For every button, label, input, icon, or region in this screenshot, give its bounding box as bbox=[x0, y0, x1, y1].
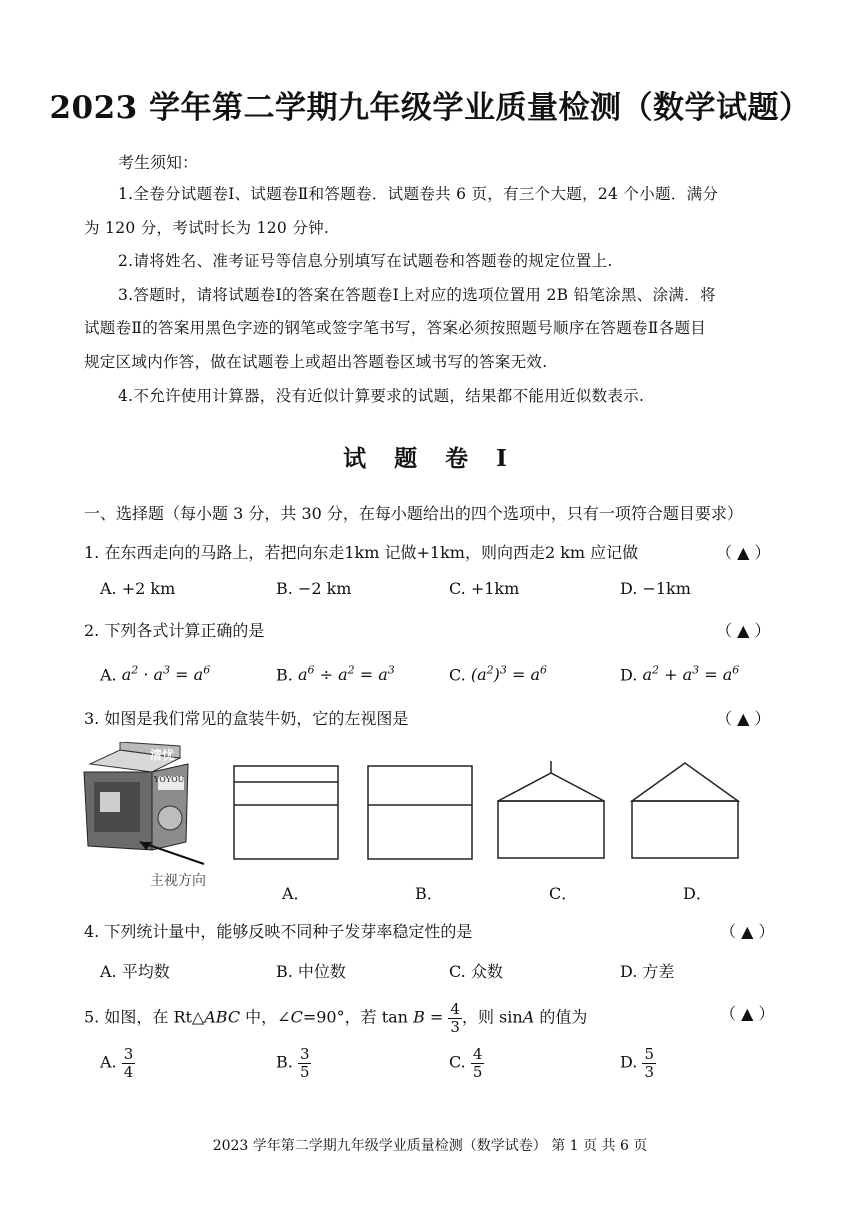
q2-option-c: C. $(a^2)^3 = a^6$ bbox=[449, 664, 548, 685]
carton-text: YOYOU bbox=[154, 775, 185, 784]
q1-option-b: B. −2 km bbox=[276, 579, 352, 598]
q2-option-d: D. $a^2 + a^3 = a^6$ bbox=[620, 664, 740, 685]
answer-mark: （ ▲ ） bbox=[720, 1004, 775, 1023]
q4-option-a: A. 平均数 bbox=[100, 962, 170, 981]
question-5-stem: 5. 如图，在 Rt△ABC 中，∠C=90°，若 tan B = $\frac{4}{3}$ ，则 sinA 的值为 bbox=[84, 1000, 588, 1036]
notice-line: 1.全卷分试题卷Ⅰ、试题卷Ⅱ和答题卷．试题卷共 6 页，有三个大题，24 个小题．满分 bbox=[118, 185, 719, 203]
answer-mark: （ ▲ ） bbox=[716, 543, 771, 562]
notice-line: 4.不允许使用计算器，没有近似计算要求的试题，结果都不能用近似数表示. bbox=[118, 387, 645, 405]
answer-mark: （ ▲ ） bbox=[716, 709, 771, 728]
q2-option-b: B. $a^6 \div a^2 = a^3$ bbox=[276, 664, 395, 685]
q5-option-c: C. $\frac{4}{5}$ bbox=[449, 1045, 483, 1081]
q3-label-c: C． bbox=[549, 884, 578, 903]
notice-line: 为 120 分，考试时长为 120 分钟. bbox=[84, 219, 330, 237]
q1-option-a: A. +2 km bbox=[100, 579, 176, 598]
q5-option-d: D. $\frac{5}{3}$ bbox=[620, 1045, 654, 1081]
q3-figure-d bbox=[630, 761, 740, 862]
question-1-stem: 1. 在东西走向的马路上，若把向东走1km 记做+1km，则向西走2 km 应记做 bbox=[84, 543, 639, 562]
question-2-stem: 2. 下列各式计算正确的是 bbox=[84, 621, 265, 640]
q1-option-d: D. −1km bbox=[620, 579, 691, 598]
section-heading: 一、选择题（每小题 3 分，共 30 分，在每小题给出的四个选项中，只有一项符合题目要求） bbox=[84, 504, 743, 523]
section-title: 试 题 卷 Ⅰ bbox=[343, 445, 517, 472]
q5-option-b: B. $\frac{3}{5}$ bbox=[276, 1045, 310, 1081]
q4-option-d: D. 方差 bbox=[620, 962, 675, 981]
q3-figure-b bbox=[366, 764, 476, 862]
q3-label-b: B． bbox=[415, 884, 443, 903]
page-footer: 2023 学年第二学期九年级学业质量检测（数学试卷） 第 1 页 共 6 页 bbox=[212, 1138, 648, 1154]
q5-option-a: A. $\frac{3}{4}$ bbox=[100, 1045, 134, 1081]
q3-label-a: A． bbox=[282, 884, 310, 903]
notice-line: 3.答题时，请将试题卷Ⅰ的答案在答题卷Ⅰ上对应的选项位置用 2B 铅笔涂黑、涂满．将 bbox=[118, 286, 716, 304]
q2-option-a: A. $a^2 \cdot a^3 = a^6$ bbox=[100, 664, 211, 685]
q1-option-c: C. +1km bbox=[449, 579, 520, 598]
notice-line: 规定区域内作答，做在试题卷上或超出答题卷区域书写的答案无效. bbox=[84, 353, 548, 371]
q3-figure-c bbox=[496, 759, 606, 862]
q3-figure-a bbox=[232, 764, 342, 862]
q4-option-c: C. 众数 bbox=[449, 962, 503, 981]
q4-option-b: B. 中位数 bbox=[276, 962, 346, 981]
answer-mark: （ ▲ ） bbox=[720, 922, 775, 941]
view-direction-caption: 主视方向 bbox=[150, 873, 206, 889]
q3-label-d: D． bbox=[683, 884, 712, 903]
answer-mark: （ ▲ ） bbox=[716, 621, 771, 640]
carton-brand: 清忧 bbox=[150, 748, 175, 762]
page-title: 2023 学年第二学期九年级学业质量检测（数学试题） bbox=[49, 90, 811, 126]
notice-heading: 考生须知： bbox=[118, 153, 199, 172]
question-4-stem: 4. 下列统计量中，能够反映不同种子发芽率稳定性的是 bbox=[84, 922, 473, 941]
notice-line: 试题卷Ⅱ的答案用黑色字迹的钢笔或签字笔书写，答案必须按照题号顺序在答题卷Ⅱ各题目 bbox=[84, 319, 707, 337]
notice-line: 2.请将姓名、准考证号等信息分别填写在试题卷和答题卷的规定位置上. bbox=[118, 252, 613, 270]
question-3-stem: 3. 如图是我们常见的盒装牛奶，它的左视图是 bbox=[84, 709, 409, 728]
